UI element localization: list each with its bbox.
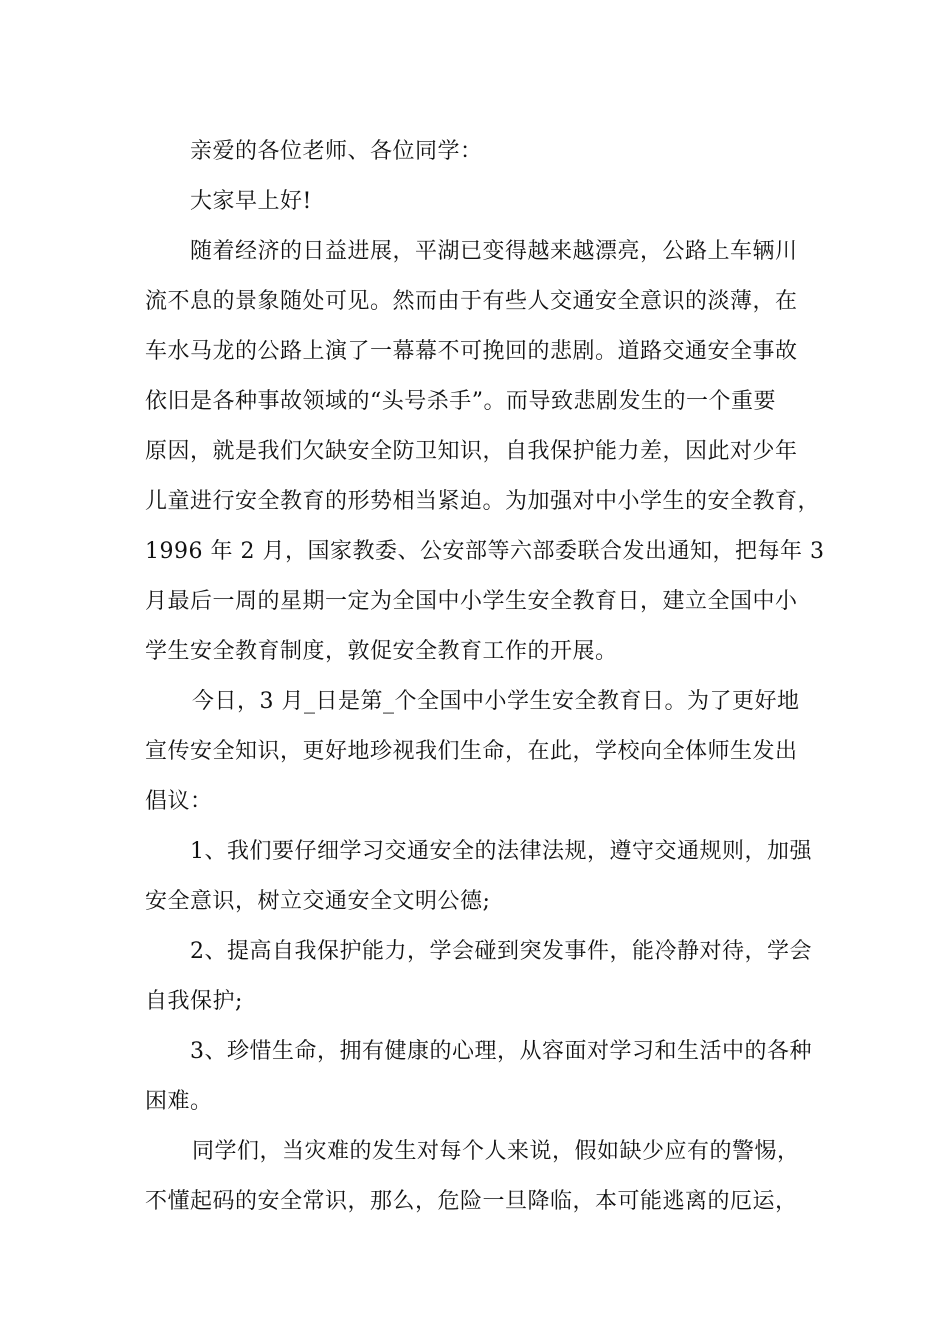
greeting: 大家早上好! — [190, 189, 312, 214]
paragraph-line: 同学们，当灾难的发生对每个人来说，假如缺少应有的警惕， — [192, 1139, 800, 1164]
salutation: 亲爱的各位老师、各位同学： — [190, 139, 483, 164]
list-item-line: 自我保护; — [145, 989, 243, 1014]
paragraph-line: 车水马龙的公路上演了一幕幕不可挽回的悲剧。道路交通安全事故 — [145, 339, 798, 364]
list-item-line: 安全意识，树立交通安全文明公德; — [145, 889, 491, 914]
paragraph-line: 月最后一周的星期一定为全国中小学生安全教育日，建立全国中小 — [145, 589, 798, 614]
list-item-line: 3、珍惜生命，拥有健康的心理，从容面对学习和生活中的各种 — [190, 1039, 812, 1064]
paragraph-line: 儿童进行安全教育的形势相当紧迫。为加强对中小学生的安全教育， — [145, 489, 821, 514]
paragraph-line: 不懂起码的安全常识，那么，危险一旦降临，本可能逃离的厄运， — [145, 1189, 798, 1214]
list-item-line: 1、我们要仔细学习交通安全的法律法规，遵守交通规则，加强 — [190, 839, 812, 864]
paragraph-line: 倡议： — [145, 789, 213, 814]
paragraph-line: 依旧是各种事故领域的“头号杀手”。而导致悲剧发生的一个重要 — [145, 389, 776, 414]
paragraph-line: 随着经济的日益进展，平湖已变得越来越漂亮，公路上车辆川 — [190, 239, 798, 264]
list-item-line: 困难。 — [145, 1089, 213, 1114]
paragraph-line: 流不息的景象随处可见。然而由于有些人交通安全意识的淡薄，在 — [145, 289, 798, 314]
paragraph-line: 原因，就是我们欠缺安全防卫知识，自我保护能力差，因此对少年 — [145, 439, 798, 464]
list-item-line: 2、提高自我保护能力，学会碰到突发事件，能冷静对待，学会 — [190, 939, 812, 964]
paragraph-line: 学生安全教育制度，敦促安全教育工作的开展。 — [145, 639, 618, 664]
paragraph-line: 宣传安全知识，更好地珍视我们生命，在此，学校向全体师生发出 — [145, 739, 798, 764]
paragraph-line: 1996 年 2 月，国家教委、公安部等六部委联合发出通知，把每年 3 — [145, 539, 825, 564]
paragraph-line: 今日，3 月_日是第_个全国中小学生安全教育日。为了更好地 — [192, 689, 800, 714]
